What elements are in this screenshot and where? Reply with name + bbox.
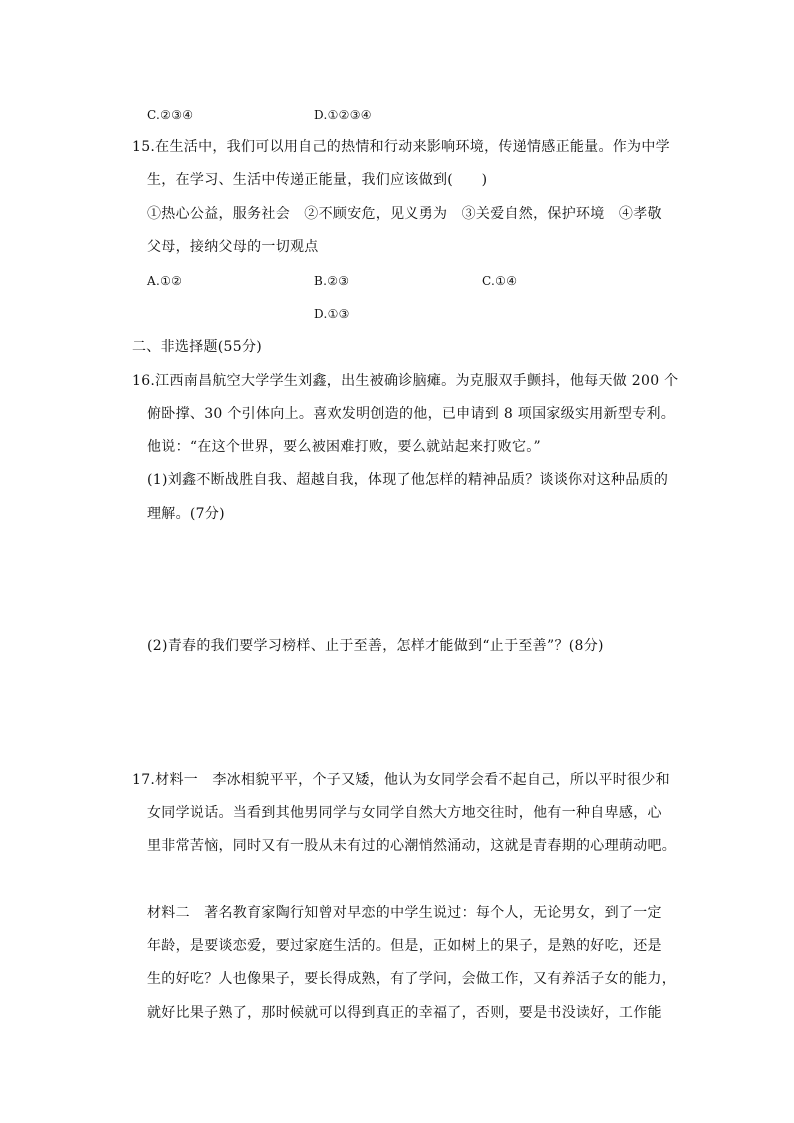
q15-option-d: D.①③ [314,307,350,321]
section2-title: 二、非选择题(55分) [132,339,263,355]
q16-line1: 16.江西南昌航空大学学生刘鑫，出生被确诊脑瘫。为克服双手颤抖，他每天做 200 个 [132,373,679,389]
q15-option-a: A.①② [147,274,183,288]
q14-option-c: C.②③④ [147,108,194,122]
q15-option-b: B.②③ [314,274,350,288]
q16-sub2: (2)青春的我们要学习榜样、止于至善，怎样才能做到“止于至善”？(8分) [147,638,604,654]
q14-option-d: D.①②③④ [314,108,372,122]
q15-stem-line2: 生，在学习、生活中传递正能量，我们应该做到( ) [147,172,488,188]
q17-material2-line2: 年龄，是要谈恋爱，要过家庭生活的。但是，正如树上的果子，是熟的好吃，还是 [147,938,662,954]
q17-material2-line4: 就好比果子熟了，那时候就可以得到真正的幸福了，否则，要是书没读好，工作能 [147,1005,662,1021]
q17-material2-line1: 材料二 著名教育家陶行知曾对早恋的中学生说过：每个人，无论男女，到了一定 [147,905,662,921]
q16-sub1-line1: (1)刘鑫不断战胜自我、超越自我，体现了他怎样的精神品质？谈谈你对这种品质的 [147,472,669,488]
q15-stem-line1: 15.在生活中，我们可以用自己的热情和行动来影响环境，传递情感正能量。作为中学 [132,139,670,155]
q15-items-line2: 父母，接纳父母的一切观点 [147,239,319,255]
q16-line2: 俯卧撑、30 个引体向上。喜欢发明创造的他，已申请到 8 项国家级实用新型专利。 [147,406,676,422]
q17-material1-line3: 里非常苦恼，同时又有一股从未有过的心潮悄然涌动，这就是青春期的心理萌动吧。 [147,838,677,854]
q15-option-c: C.①④ [482,274,518,288]
q17-material1-line1: 17.材料一 李冰相貌平平，个子又矮，他认为女同学会看不起自己，所以平时很少和 [132,772,670,788]
q16-line3: 他说：“在这个世界，要么被困难打败，要么就站起来打败它。” [147,439,542,455]
q15-items-line1: ①热心公益，服务社会 ②不顾安危，见义勇为 ③关爱自然，保护环境 ④孝敬 [147,206,662,222]
q17-material1-line2: 女同学说话。当看到其他男同学与女同学自然大方地交往时，他有一种自卑感，心 [147,805,662,821]
q17-material2-line3: 生的好吃？人也像果子，要长得成熟，有了学问，会做工作，又有养活子女的能力， [147,971,677,987]
q16-sub1-line2: 理解。(7分) [147,506,225,522]
